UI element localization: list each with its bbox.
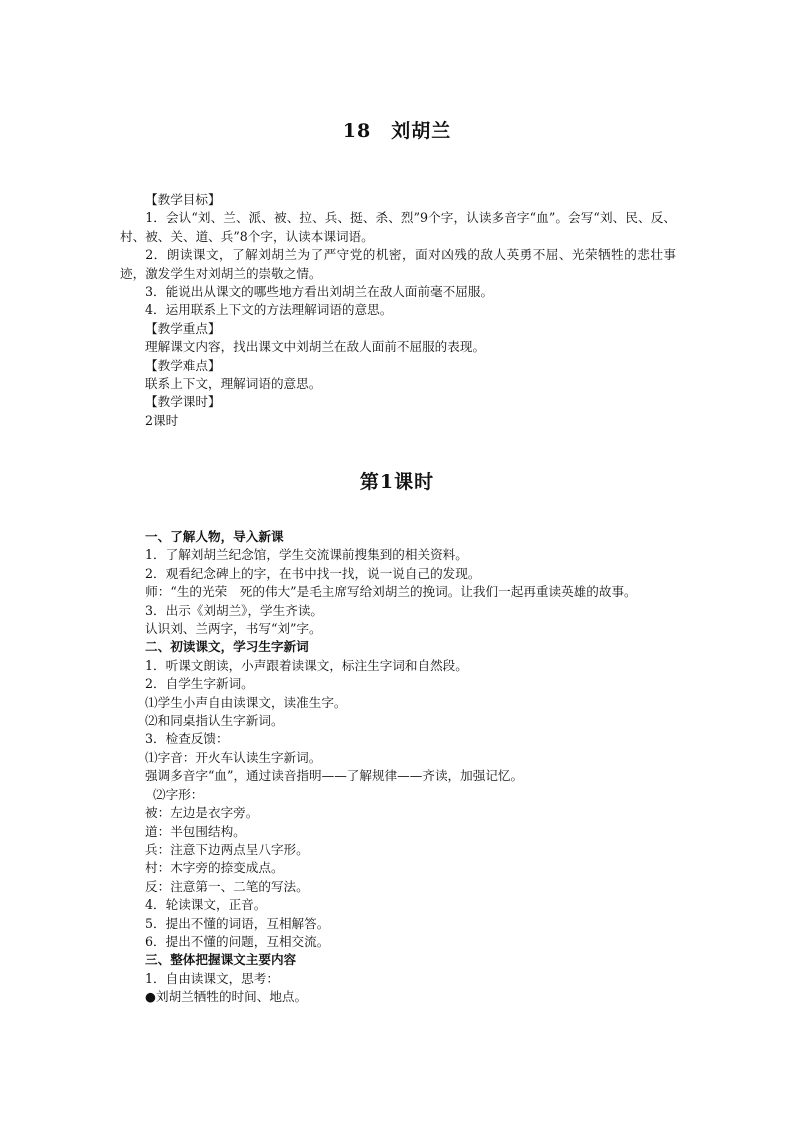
part-2-heading: 二、初读课文，学习生字新词: [145, 639, 309, 655]
part-1-teacher-words: 师：“生的光荣 死的伟大”是毛主席写给刘胡兰的挽词。让我们一起再重读英雄的故事。: [145, 584, 637, 600]
part-2-item-4: ⑵和同桌指认生字新词。: [145, 713, 284, 729]
goal-1: 1．会认“刘、兰、派、被、拉、兵、挺、杀、烈”9个字，认读多音字“血”。会写“刘、民、反、村、被、关、道、兵”8个字，认读本课词语。: [120, 210, 676, 244]
part-1-item-3: 3．出示《刘胡兰》，学生齐读。: [145, 602, 324, 618]
difficulty-heading: 【教学难点】: [145, 357, 221, 373]
page-title: 18 刘胡兰: [342, 120, 452, 142]
key-points-heading: 【教学重点】: [145, 320, 221, 336]
lesson-one-section: [120, 528, 676, 1007]
part-2-item-6: ⑴字音：开火车认读生字新词。: [145, 749, 322, 765]
part-1-item-4: 认识刘、兰两字，书写“刘”字。: [145, 621, 322, 637]
key-points-text: 理解课文内容，找出课文中刘胡兰在敌人面前不屈服的表现。: [145, 339, 486, 355]
part-2-item-2: 2．自学生字新词。: [145, 676, 254, 692]
goal-2: 2．朗读课文，了解刘胡兰为了严守党的机密，面对凶残的敌人英勇不屈、光荣牺牲的悲壮事迹，激发学生对刘胡兰的崇敬之情。: [120, 247, 676, 281]
difficulty-text: 联系上下文，理解词语的意思。: [145, 376, 322, 392]
class-hours-text: 2课时: [145, 412, 179, 428]
part-3-item-2: ●刘胡兰牺牲的时间、地点。: [145, 989, 308, 1005]
part-2-item-7: 强调多音字“血”，通过读音指明——了解规律——齐读，加强记忆。: [145, 768, 524, 784]
part-2-item-3: ⑴学生小声自由读课文，读准生字。: [145, 694, 347, 710]
part-1-item-1: 1．了解刘胡兰纪念馆，学生交流课前搜集到的相关资料。: [145, 547, 468, 563]
part-2-item-16: 6．提出不懂的问题，互相交流。: [145, 933, 330, 949]
part-2-item-11: 兵：注意下边两点呈八字形。: [145, 841, 309, 857]
part-2-item-5: 3．检查反馈：: [145, 731, 229, 747]
class-hours-heading: 【教学课时】: [145, 394, 221, 410]
part-3-item-1: 1．自由读课文，思考：: [145, 970, 279, 986]
part-2-item-15: 5．提出不懂的词语，互相解答。: [145, 915, 330, 931]
part-1-heading: 一、了解人物，导入新课: [145, 529, 284, 544]
lesson-title: 第1课时: [359, 471, 435, 493]
teaching-objectives-section: [120, 191, 676, 430]
part-2-item-8: ⑵字形：: [153, 786, 204, 802]
goal-3: 3．能说出从课文的哪些地方看出刘胡兰在敌人面前毫不屈服。: [145, 284, 494, 300]
goal-4: 4．运用联系上下文的方法理解词语的意思。: [145, 302, 393, 318]
part-2-item-14: 4．轮读课文，正音。: [145, 897, 267, 913]
part-3-heading: 三、整体把握课文主要内容: [145, 952, 297, 968]
part-2-item-1: 1．听课文朗读，小声跟着读课文，标注生字词和自然段。: [145, 657, 468, 673]
part-2-item-12: 村：木字旁的捺变成点。: [145, 860, 284, 876]
part-2-item-9: 被：左边是衣字旁。: [145, 805, 259, 821]
part-1-item-2: 2．观看纪念碑上的字，在书中找一找，说一说自己的发现。: [145, 565, 481, 581]
part-2-item-10: 道：半包围结构。: [145, 823, 246, 839]
goals-heading: 【教学目标】: [145, 192, 221, 207]
part-2-item-13: 反：注意第一、二笔的写法。: [145, 878, 309, 894]
